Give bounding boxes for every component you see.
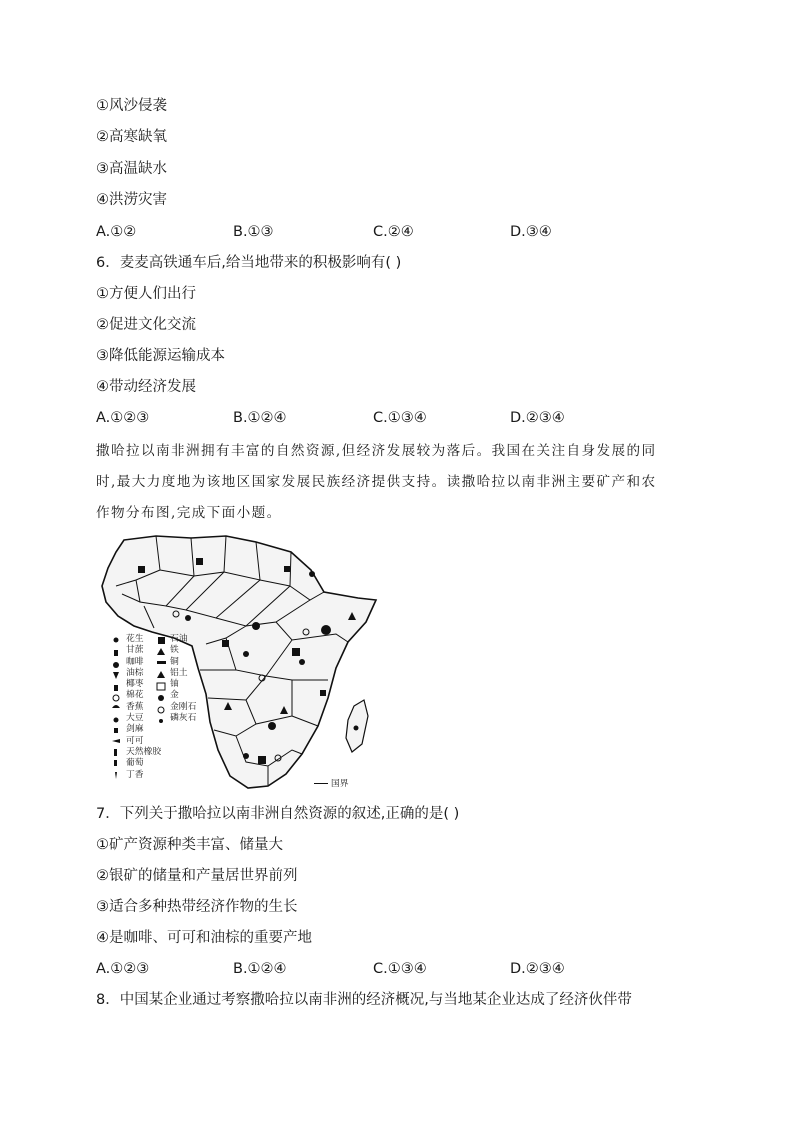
border-label: 国界 <box>331 779 349 789</box>
q6-item-2: ②促进文化交流 <box>96 317 196 333</box>
uranium-symbol <box>222 640 229 647</box>
q6-item-3: ③降低能源运输成本 <box>96 348 225 364</box>
copper-symbol <box>252 622 260 630</box>
uranium-symbol <box>258 756 266 764</box>
q6-item-1: ①方便人们出行 <box>96 286 196 302</box>
q7-item-1: ①矿产资源种类丰富、储量大 <box>96 837 283 853</box>
legend-sisal: 剑麻 <box>126 724 144 735</box>
q7-options <box>96 959 716 979</box>
gold-symbol <box>185 615 191 621</box>
q5-options <box>96 222 716 242</box>
q7-option-b: B.①②④ <box>233 961 287 977</box>
passage-line-1: 撒哈拉以南非洲拥有丰富的自然资源,但经济发展较为落后。我国在关注自身发展的同 <box>96 443 657 459</box>
q6-option-d: D.②③④ <box>510 410 565 426</box>
legend-crops <box>126 634 161 781</box>
q6-item-4: ④带动经济发展 <box>96 379 196 395</box>
legend-copper: 铜 <box>170 656 179 667</box>
q7-item-3: ③适合多种热带经济作物的生长 <box>96 899 298 915</box>
legend-oil-palm: 油棕 <box>126 667 144 678</box>
gold-symbol <box>354 726 359 731</box>
gold-symbol <box>309 571 315 577</box>
legend-coffee: 咖啡 <box>126 656 144 667</box>
q7-option-d: D.②③④ <box>510 961 565 977</box>
legend-sugarcane: 甘蔗 <box>126 645 144 656</box>
legend-oil: 石油 <box>170 634 188 644</box>
legend-gold: 金 <box>170 690 179 701</box>
border-line-sample <box>314 783 328 784</box>
legend-peanut: 花生 <box>126 634 144 644</box>
q6-option-a: A.①②③ <box>96 410 150 426</box>
legend-cocoa: 可可 <box>126 735 144 746</box>
copper-symbol <box>268 722 276 730</box>
legend-date-palm: 椰枣 <box>126 679 144 690</box>
gold-symbol <box>299 659 305 665</box>
africa-resource-map <box>96 530 386 794</box>
q5-item-3: ③高温缺水 <box>96 161 167 177</box>
q5-option-a: A.①② <box>96 224 137 240</box>
q5-item-4: ④洪涝灾害 <box>96 192 167 208</box>
legend-banana: 香蕉 <box>126 701 144 712</box>
legend-cotton: 棉花 <box>126 690 144 701</box>
copper-symbol <box>321 625 331 635</box>
legend-rubber: 天然橡胶 <box>126 746 162 757</box>
legend-diamond: 金刚石 <box>170 701 197 712</box>
q7-stem: 7．下列关于撒哈拉以南非洲自然资源的叙述,正确的是( ) <box>96 806 460 822</box>
oil-symbol <box>292 648 300 656</box>
legend-symbols-crops <box>112 638 120 780</box>
gold-symbol <box>243 651 249 657</box>
q7-item-4: ④是咖啡、可可和油棕的重要产地 <box>96 930 312 946</box>
q7-option-a: A.①②③ <box>96 961 150 977</box>
q5-option-d: D.③④ <box>510 224 552 240</box>
oil-symbol <box>138 566 145 573</box>
q5-item-2: ②高寒缺氧 <box>96 129 167 145</box>
uranium-symbol <box>196 558 203 565</box>
legend-clove: 丁香 <box>126 769 144 780</box>
q5-option-c: C.②④ <box>373 224 414 240</box>
q5-option-b: B.①③ <box>233 224 274 240</box>
reading-passage <box>96 436 700 529</box>
q6-option-b: B.①②④ <box>233 410 287 426</box>
legend-uranium: 铀 <box>170 679 179 690</box>
q7-option-c: C.①③④ <box>373 961 427 977</box>
legend-phosphate: 磷灰石 <box>170 713 197 724</box>
q8-stem: 8．中国某企业通过考察撒哈拉以南非洲的经济概况,与当地某企业达成了经济伙伴带 <box>96 992 632 1008</box>
legend-grape: 葡萄 <box>126 758 144 769</box>
legend-minerals <box>170 634 196 724</box>
legend-soybean: 大豆 <box>126 713 144 724</box>
oil-symbol <box>284 566 290 572</box>
legend-iron: 铁 <box>170 645 179 656</box>
oil-symbol <box>320 690 326 696</box>
legend-bauxite: 铝土 <box>170 667 188 678</box>
legend-border <box>314 778 349 790</box>
passage-line-3: 作物分布图,完成下面小题。 <box>96 505 282 521</box>
passage-line-2: 时,最大力度地为该地区国家发展民族经济提供支持。读撒哈拉以南非洲主要矿产和农 <box>96 474 657 490</box>
q6-options <box>96 408 716 428</box>
gold-symbol <box>243 753 249 759</box>
q5-item-1: ①风沙侵袭 <box>96 98 167 114</box>
q6-option-c: C.①③④ <box>373 410 427 426</box>
q7-item-2: ②银矿的储量和产量居世界前列 <box>96 868 298 884</box>
q6-stem: 6．麦麦高铁通车后,给当地带来的积极影响有( ) <box>96 255 402 271</box>
